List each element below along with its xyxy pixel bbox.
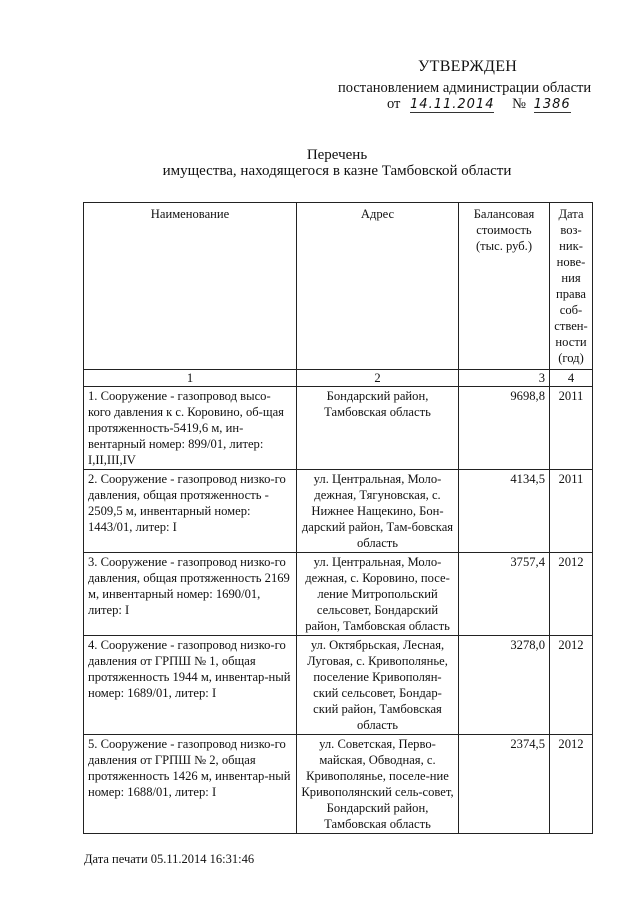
row-balance: 3757,4 xyxy=(459,553,550,636)
table-row xyxy=(84,636,593,735)
header-balance: Балансовая стоимость (тыс. руб.) xyxy=(459,203,550,370)
approved-heading: УТВЕРЖДЕН xyxy=(418,58,518,75)
row-balance: 4134,5 xyxy=(459,470,550,553)
row-year: 2011 xyxy=(550,470,593,553)
row-balance: 2374,5 xyxy=(459,735,550,834)
row-year: 2012 xyxy=(550,636,593,735)
header-address: Адрес xyxy=(297,203,459,370)
document-title: Перечень xyxy=(306,147,368,163)
table-row xyxy=(84,387,593,470)
col-number: 1 xyxy=(84,370,297,387)
row-address: ул. Центральная, Моло-дежная, с. Коровино, посе-ление Митропольский сельсовет, Бондарский район, Тамбовская область xyxy=(297,553,459,636)
row-balance: 3278,0 xyxy=(459,636,550,735)
column-number-row xyxy=(84,370,593,387)
table-row xyxy=(84,470,593,553)
table-row xyxy=(84,553,593,636)
row-name: 1. Сооружение - газопровод высо-кого давления к с. Коровино, об-щая протяженность-5419,6 м, ин-вентарный номер: 899/01, литер: I,II,III,IV xyxy=(84,387,297,470)
number-label: № xyxy=(512,96,526,112)
row-name: 4. Сооружение - газопровод низко-го давления от ГРПШ № 1, общая протяженность 1944 м, инвентар-ный номер: 1689/01, литер: I xyxy=(84,636,297,735)
handwritten-number: 1386 xyxy=(533,97,571,112)
col-number: 4 xyxy=(550,370,593,387)
row-balance: 9698,8 xyxy=(459,387,550,470)
header-name: Наименование xyxy=(84,203,297,370)
row-name: 2. Сооружение - газопровод низко-го давления, общая протяженность - 2509,5 м, инвентарный номер: 1443/01, литер: I xyxy=(84,470,297,553)
handwritten-date: 14.11.2014 xyxy=(410,97,495,112)
table-row xyxy=(84,735,593,834)
approval-date-line xyxy=(387,96,571,113)
row-address: ул. Центральная, Моло-дежная, Тягуновская, с. Нижнее Нащекино, Бон-дарский район, Там-бовская область xyxy=(297,470,459,553)
row-address: ул. Советская, Перво-майская, Обводная, с. Кривополянье, поселе-ние Кривополянский сель-совет, Бондарский район, Тамбовская область xyxy=(297,735,459,834)
row-year: 2011 xyxy=(550,387,593,470)
header-date: Дата воз-ник-нове-ния права соб-ствен-ности (год) xyxy=(550,203,593,370)
col-number: 3 xyxy=(459,370,550,387)
row-address: Бондарский район, Тамбовская область xyxy=(297,387,459,470)
row-year: 2012 xyxy=(550,553,593,636)
print-date: Дата печати 05.11.2014 16:31:46 xyxy=(84,852,255,866)
row-year: 2012 xyxy=(550,735,593,834)
row-address: ул. Октябрьская, Лесная, Луговая, с. Кривополянье, поселение Кривополян-ский сельсовет, Бондар-ский район, Тамбовская область xyxy=(297,636,459,735)
document-subtitle: имущества, находящегося в казне Тамбовской области xyxy=(162,163,512,179)
approved-by-text: постановлением администрации области xyxy=(338,80,592,96)
table-header-row xyxy=(84,203,593,370)
col-number: 2 xyxy=(297,370,459,387)
row-name: 3. Сооружение - газопровод низко-го давления, общая протяженность 2169 м, инвентарный номер: 1690/01, литер: I xyxy=(84,553,297,636)
row-name: 5. Сооружение - газопровод низко-го давления от ГРПШ № 2, общая протяженность 1426 м, инвентар-ный номер: 1688/01, литер: I xyxy=(84,735,297,834)
property-table xyxy=(83,202,593,834)
from-label: от xyxy=(387,96,401,112)
